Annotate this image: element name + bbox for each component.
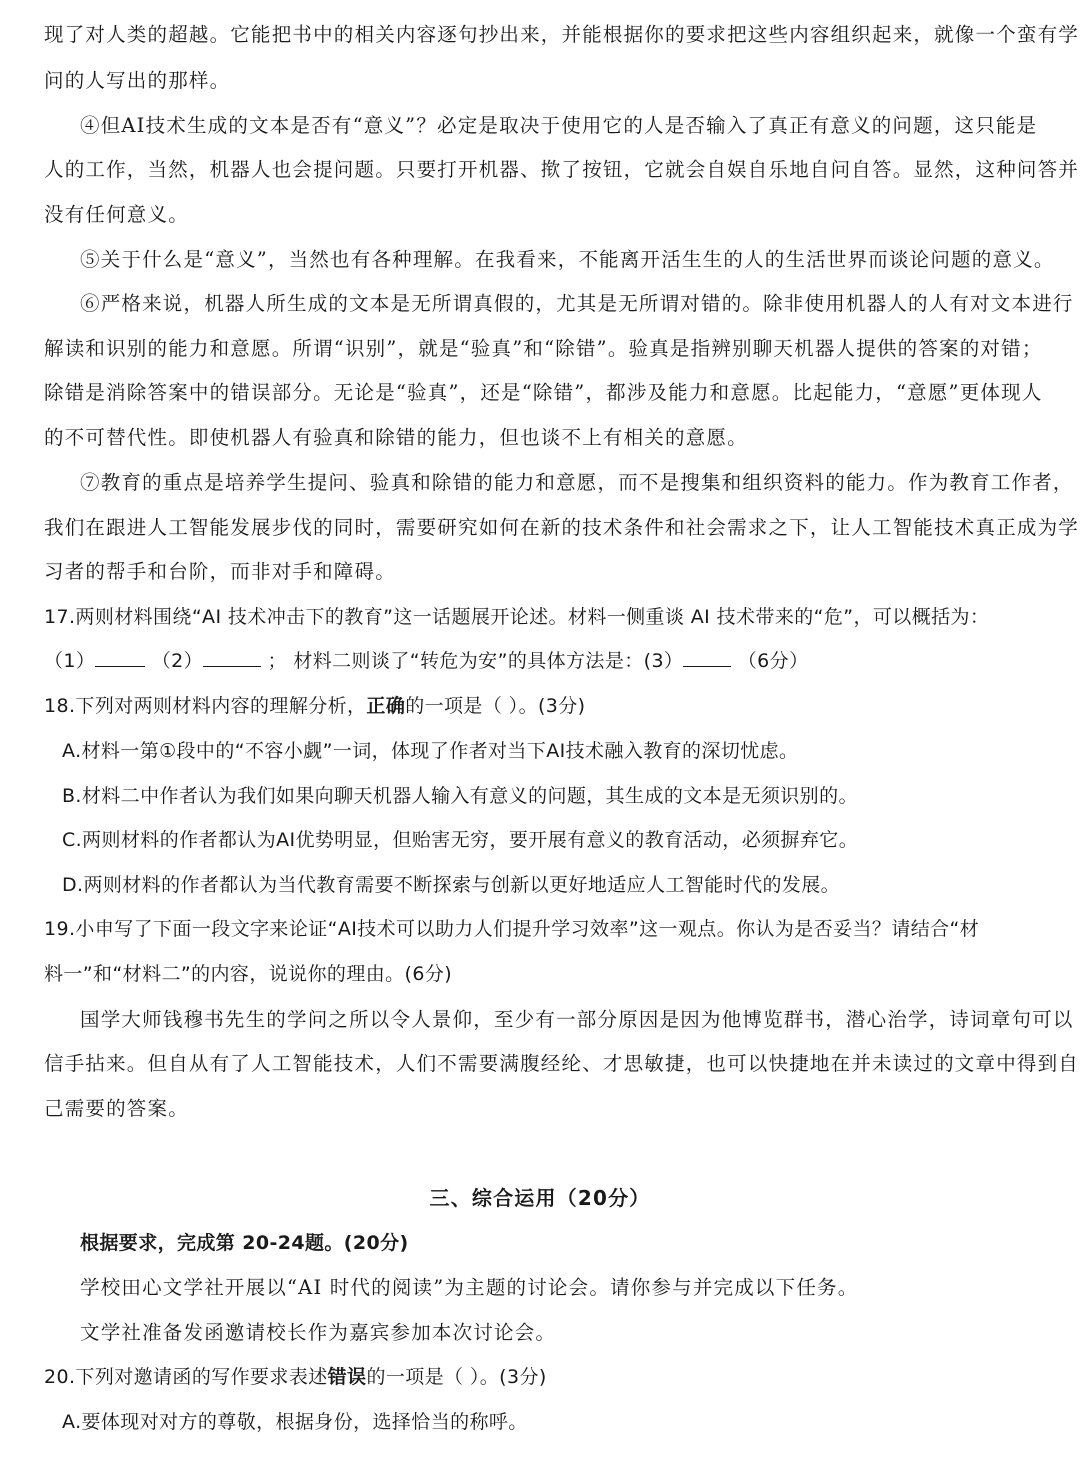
question-stem: 20.下列对邀请函的写作要求表述 — [44, 1366, 328, 1388]
passage-line: 问的人写出的那样。 — [44, 69, 231, 92]
passage-line: 解读和识别的能力和意愿。所谓“识别”，就是“验真”和“除错”。验真是指辨别聊天机器人提供的答案的对错； — [44, 337, 1043, 360]
section-intro: 文学社准备发函邀请校长作为嘉宾参加本次讨论会。 — [80, 1321, 557, 1344]
question-17-blanks — [44, 646, 1044, 676]
section-title: 三、综合运用（20分） — [429, 1186, 651, 1210]
section-intro: 学校田心文学社开展以“AI 时代的阅读”为主题的讨论会。请你参与并完成以下任务。 — [80, 1276, 859, 1299]
question-stem: 18.下列对两则材料内容的理解分析， — [44, 695, 367, 717]
option-c: C.两则材料的作者都认为AI优势明显，但贻害无穷，要开展有意义的教育活动，必须摒弃它。 — [62, 829, 859, 851]
passage-line: 的不可替代性。即使机器人有验真和除错的能力，但也谈不上有相关的意愿。 — [44, 426, 748, 449]
question-18 — [44, 691, 1044, 721]
answer-blank-3[interactable] — [683, 648, 731, 667]
question-stem: 的一项是（ ）。(3分) — [405, 695, 586, 717]
passage-line: 现了对人类的超越。它能把书中的相关内容逐句抄出来，并能根据你的要求把这些内容组织起来，就像一个蛮有学 — [44, 23, 1080, 46]
option-d: D.两则材料的作者都认为当代教育需要不断探索与创新以更好地适应人工智能时代的发展。 — [62, 874, 841, 896]
quote-paragraph: 国学大师钱穆书先生的学问之所以令人景仰，至少有一部分原因是因为他博览群书，潜心治学，诗词章句可以 — [80, 1008, 1074, 1031]
question-19-line2: 料一”和“材料二”的内容，说说你的理由。(6分) — [44, 963, 453, 985]
blank-label: （1） — [44, 650, 96, 672]
option-a: A.材料一第①段中的“不容小觑”一词，体现了作者对当下AI技术融入教育的深切忧虑。 — [62, 740, 799, 762]
passage-line: 习者的帮手和台阶，而非对手和障碍。 — [44, 560, 396, 583]
option-b: B.材料二中作者认为我们如果向聊天机器人输入有意义的问题，其生成的文本是无须识别的。 — [62, 785, 858, 807]
emphasis-word: 正确 — [366, 695, 406, 717]
passage-paragraph-7: ⑦教育的重点是培养学生提问、验真和除错的能力和意愿，而不是搜集和组织资料的能力。作为教育工作者， — [80, 471, 1074, 494]
question-stem: 的一项是（ ）。(3分) — [366, 1366, 547, 1388]
score-label: （6分） — [737, 650, 809, 672]
section-instruction: 根据要求，完成第 20-24题。(20分) — [80, 1232, 409, 1254]
question-19: 19.小申写了下面一段文字来论证“AI技术可以助力人们提升学习效率”这一观点。你认为是否妥当？请结合“材 — [44, 918, 980, 940]
passage-paragraph-4: ④但AI技术生成的文本是否有“意义”？必定是取决于使用它的人是否输入了真正有意义的问题，这只能是 — [80, 114, 1038, 137]
blank-label: （2） — [151, 650, 204, 672]
quote-line: 信手拈来。但自从有了人工智能技术，人们不需要满腹经纶、才思敏捷，也可以快捷地在并未读过的文章中得到自 — [44, 1052, 1080, 1075]
passage-paragraph-6: ⑥严格来说，机器人所生成的文本是无所谓真假的，尤其是无所谓对错的。除非使用机器人的人有对文本进行 — [80, 292, 1074, 315]
blank-label: ； 材料二则谈了“转危为安”的具体方法是：(3） — [267, 650, 684, 672]
passage-paragraph-5: ⑤关于什么是“意义”，当然也有各种理解。在我看来，不能离开活生生的人的生活世界而谈论问题的意义。 — [80, 248, 1055, 271]
answer-blank-2[interactable] — [203, 648, 261, 667]
passage-line: 我们在跟进人工智能发展步伐的同时，需要研究如何在新的技术条件和社会需求之下，让人工智能技术真正成为学 — [44, 516, 1080, 539]
question-17: 17.两则材料围绕“AI 技术冲击下的教育”这一话题展开论述。材料一侧重谈 AI 技术带来的“危”，可以概括为： — [44, 606, 990, 628]
passage-line: 除错是消除答案中的错误部分。无论是“验真”，还是“除错”，都涉及能力和意愿。比起能力，“意愿”更体现人 — [44, 381, 1043, 404]
emphasis-word: 错误 — [327, 1366, 367, 1388]
answer-blank-1[interactable] — [95, 648, 145, 667]
passage-line: 没有任何意义。 — [44, 203, 189, 226]
quote-line: 己需要的答案。 — [44, 1097, 189, 1120]
passage-line: 人的工作，当然，机器人也会提问题。只要打开机器、揿了按钮，它就会自娱自乐地自问自答。显然，这种问答并 — [44, 158, 1080, 181]
question-20 — [44, 1362, 1044, 1392]
option-a: A.要体现对对方的尊敬，根据身份，选择恰当的称呼。 — [62, 1411, 528, 1433]
